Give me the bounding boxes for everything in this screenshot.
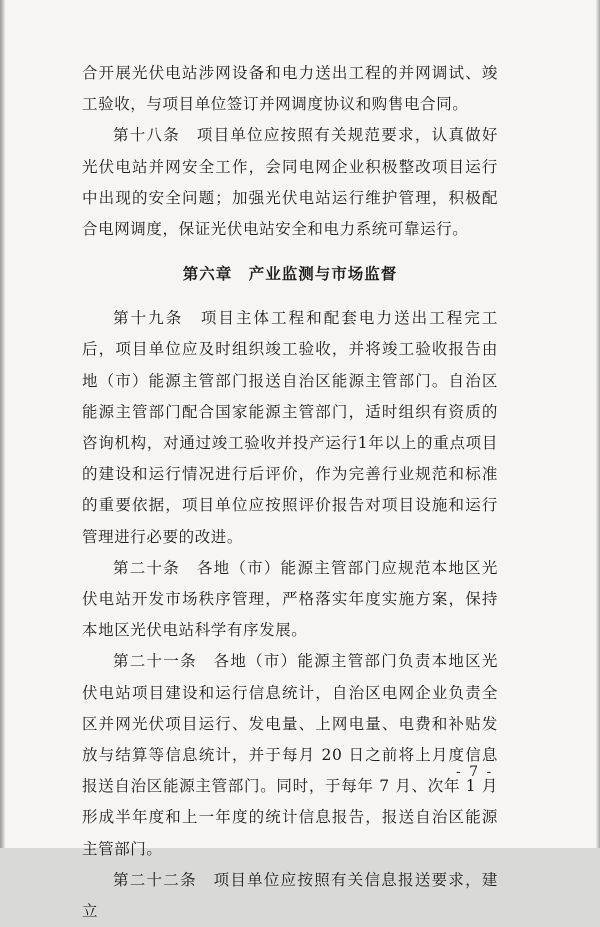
paragraph-article-22: 第二十二条 项目单位应按照有关信息报送要求，建立	[82, 870, 498, 921]
paragraph-article-18: 第十八条 项目单位应按照有关规范要求，认真做好光伏电站并网安全工作，会同电网企业积极整改项目运行中出现的安全问题；加强光伏电站运行维护管理，积极配合电网调度，保证光伏电站安全和电力系统可靠运行。	[82, 126, 498, 239]
chapter-title: 第六章 产业监测与市场监督	[182, 264, 398, 284]
paragraph-article-20: 第二十条 各地（市）能源主管部门应规范本地区光伏电站开发市场秩序管理，严格落实年度实施方案，保持本地区光伏电站科学有序发展。	[82, 558, 498, 640]
scan-shadow-left	[0, 0, 5, 848]
paragraph-article-19: 第十九条 项目主体工程和配套电力送出工程完工后，项目单位应及时组织竣工验收，并将竣工验收报告由地（市）能源主管部门报送自治区能源主管部门。自治区能源主管部门配合国家能源主管部门，适时组织有资质的咨询机构，对通过竣工验收并投产运行1年以上的重点项目的建设和运行情况进行后评价，作为完善行业规范和标准的重要依据，项目单位应按照评价报告对项目设施和运行管理进行必要的改进。	[82, 309, 498, 546]
document-body	[82, 58, 498, 927]
paragraph-continuation: 合开展光伏电站涉网设备和电力送出工程的并网调试、竣工验收，与项目单位签订并网调度协议和购售电合同。	[82, 64, 498, 114]
paragraph-article-21: 第二十一条 各地（市）能源主管部门负责本地区光伏电站项目建设和运行信息统计，自治区电网企业负责全区并网光伏项目运行、发电量、上网电量、电费和补贴发放与结算等信息统计，并于每月 20 日之前将上月度信息报送自治区能源主管部门。同时，于每年 7 月、次年 1 月形成半年度和上一年度的统计信息报告，报送自治区能源主管部门。	[82, 652, 498, 858]
scan-shadow-right	[596, 0, 600, 848]
page-number: - 7 -	[456, 764, 494, 780]
